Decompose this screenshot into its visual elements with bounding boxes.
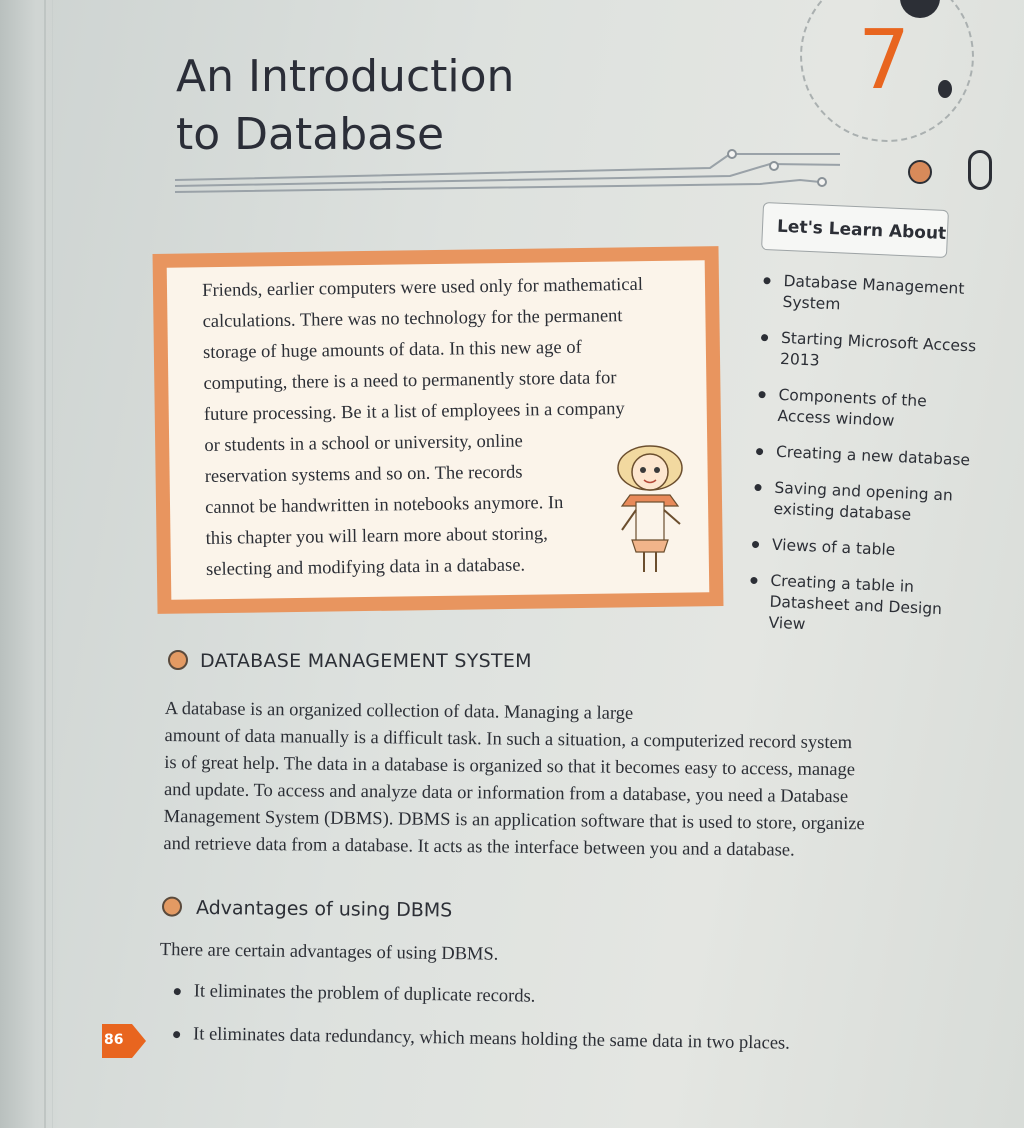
chapter-title-line-2: to Database: [176, 109, 445, 160]
page-fold-line: [44, 0, 46, 1128]
intro-line: computing, there is a need to permanently store data for: [203, 368, 617, 394]
girl-illustration: [600, 440, 700, 580]
intro-line: storage of huge amounts of data. In this new age of: [202, 337, 582, 363]
learn-about-item: Views of a table: [750, 534, 971, 565]
paragraph-line: is of great help. The data in a database is organized so that it becomes easy to access, manage: [164, 752, 856, 781]
learn-about-item: Starting Microsoft Access 2013: [758, 327, 980, 379]
intro-line: selecting and modifying data in a database.: [205, 555, 526, 580]
paragraph-line: A database is an organized collection of data. Managing a large: [164, 698, 634, 724]
page-fold-line-2: [52, 0, 53, 1128]
section-heading-advantages: [162, 896, 452, 921]
decorative-dot-icon: [938, 80, 952, 98]
paragraph-line: and update. To access and analyze data or information from a database, you need a Database: [163, 779, 849, 808]
learn-about-item: Creating a new database: [754, 441, 975, 472]
title-underline-decoration: [170, 140, 840, 200]
learn-about-item: Creating a table in Datasheet and Design View: [746, 570, 969, 643]
paragraph-line: Management System (DBMS). DBMS is an application software that is used to store, organize: [163, 806, 865, 835]
decorative-ring-icon: [968, 150, 992, 190]
learn-about-list: [746, 270, 982, 657]
book-spine-shadow: [0, 0, 60, 1128]
paragraph-line: and retrieve data from a database. It acts as the interface between you and a database.: [163, 833, 795, 861]
paragraph-line: amount of data manually is a difficult task. In such a situation, a computerized record system: [164, 725, 853, 754]
page-number: 86: [104, 1032, 124, 1048]
section-heading-dbms: [168, 650, 532, 672]
chapter-number: 7: [858, 13, 911, 108]
learn-about-heading: Let's Learn About: [761, 202, 949, 258]
advantages-list: [171, 978, 952, 1076]
advantage-item: It eliminates data redundancy, which means holding the same data in two places.: [171, 1021, 951, 1060]
intro-line: calculations. There was no technology for the permanent: [202, 306, 623, 332]
intro-line: future processing. Be it a list of employees in a company: [203, 399, 625, 425]
chapter-title-line-1: An Introduction: [176, 51, 515, 102]
intro-line: cannot be handwritten in notebooks anymore. In: [205, 492, 564, 518]
decorative-face-icon: [908, 160, 932, 184]
dbms-paragraph: [163, 696, 965, 866]
section-heading-dbms-text: DATABASE MANAGEMENT SYSTEM: [200, 650, 532, 672]
advantages-intro: There are certain advantages of using DBMS.: [159, 940, 499, 965]
intro-line: or students in a school or university, online: [204, 431, 523, 456]
learn-about-item: Database Management System: [760, 270, 982, 322]
intro-line: reservation systems and so on. The records: [204, 462, 523, 487]
learn-about-item: Components of the Access window: [755, 384, 977, 436]
learn-about-item: Saving and opening an existing database: [751, 477, 973, 529]
section-bullet-icon: [162, 896, 182, 916]
intro-line: Friends, earlier computers were used only for mathematical: [202, 274, 644, 301]
section-heading-advantages-text: Advantages of using DBMS: [195, 896, 453, 922]
advantage-item: It eliminates the problem of duplicate records.: [172, 978, 952, 1017]
intro-line: this chapter you will learn more about storing,: [205, 524, 548, 549]
section-bullet-icon: [168, 650, 188, 670]
